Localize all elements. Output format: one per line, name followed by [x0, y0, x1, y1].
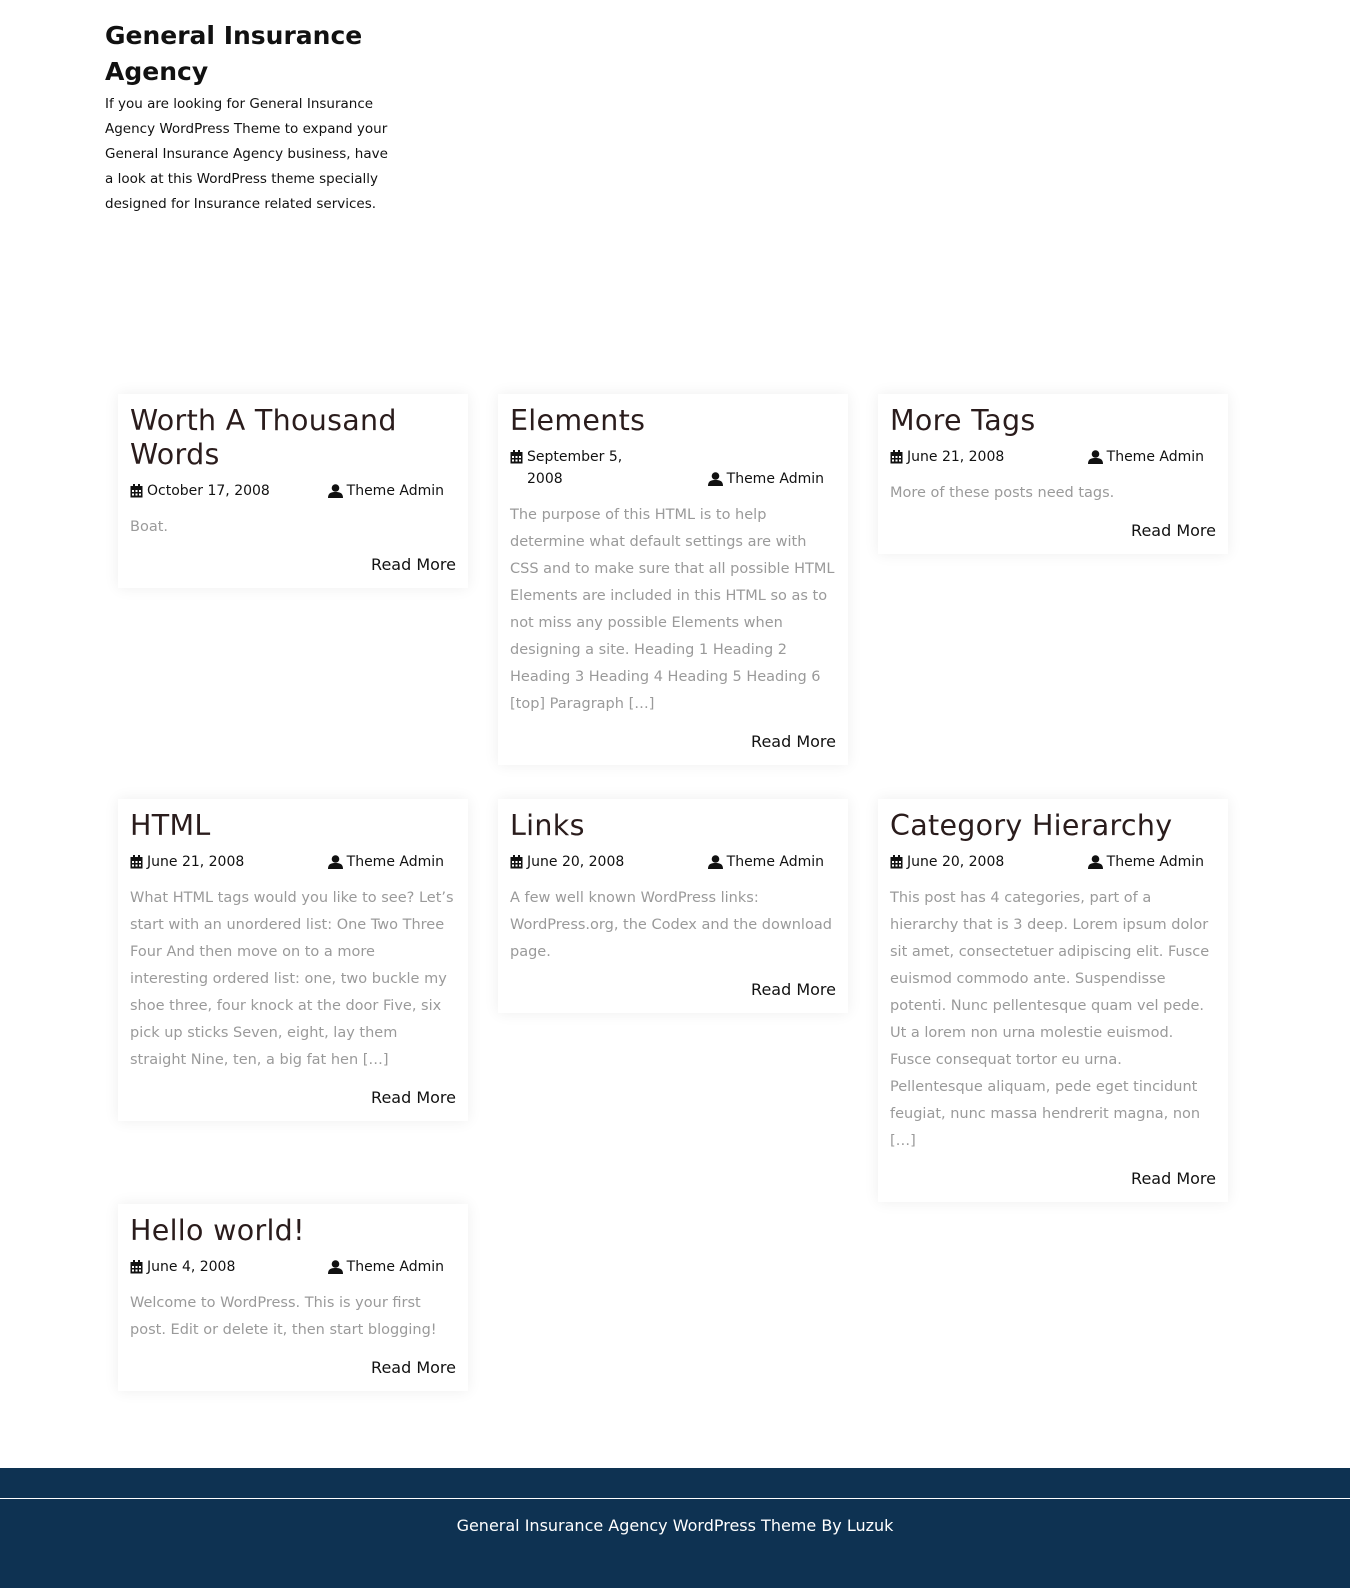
- calendar-icon: [890, 855, 903, 869]
- post-title[interactable]: HTML: [130, 809, 211, 842]
- post-author-text: Theme Admin: [726, 854, 824, 870]
- post-author-text: Theme Admin: [346, 854, 444, 870]
- post-excerpt: This post has 4 categories, part of a hierarchy that is 3 deep. Lorem ipsum dolor sit amet, consectetuer adipiscing elit. Fusce euismod commodo ante. Suspendisse potenti. Nunc pellentesque quam vel pede. Ut a lorem non urna molestie euismod. Fusce consequat tortor eu urna. Pellentesque aliquam, pede eget tincidunt feugiat, nunc massa hendrerit magna, non […]: [890, 890, 1210, 1149]
- post-author[interactable]: [1088, 851, 1204, 873]
- post-card: [878, 394, 1228, 554]
- footer-divider: [0, 1498, 1350, 1499]
- post-date[interactable]: [890, 446, 1004, 468]
- post-excerpt: Welcome to WordPress. This is your first post. Edit or delete it, then start blogging!: [130, 1295, 437, 1338]
- site-header: [105, 18, 395, 217]
- user-icon: [1088, 855, 1103, 869]
- post-title[interactable]: More Tags: [890, 404, 1036, 437]
- calendar-icon: [510, 450, 523, 464]
- read-more-link[interactable]: Read More: [751, 980, 836, 999]
- post-date-text: September 5, 2008: [527, 449, 623, 487]
- post-author-text: Theme Admin: [726, 471, 824, 487]
- post-author[interactable]: [328, 1256, 444, 1278]
- post-title[interactable]: Hello world!: [130, 1214, 305, 1247]
- user-icon: [1088, 450, 1103, 464]
- site-description: If you are looking for General Insurance Agency WordPress Theme to expand your General Insurance Agency business, have a look at this WordPress theme specially designed for Insurance related services.: [105, 96, 388, 212]
- post-card: [118, 1204, 468, 1391]
- post-meta: [510, 446, 836, 490]
- read-more-link[interactable]: Read More: [1131, 1169, 1216, 1188]
- post-excerpt: More of these posts need tags.: [890, 485, 1115, 501]
- post-date[interactable]: [130, 1256, 235, 1278]
- user-icon: [708, 472, 723, 486]
- post-author[interactable]: [328, 480, 444, 502]
- post-meta: [890, 851, 1216, 873]
- post-date[interactable]: [510, 851, 624, 873]
- post-author-text: Theme Admin: [1106, 449, 1204, 465]
- post-meta: [130, 1256, 456, 1278]
- user-icon: [328, 484, 343, 498]
- post-author[interactable]: [1088, 446, 1204, 468]
- post-author[interactable]: [708, 446, 824, 490]
- calendar-icon: [890, 450, 903, 464]
- post-excerpt: A few well known WordPress links: WordPress.org, the Codex and the download page.: [510, 890, 832, 960]
- post-author-text: Theme Admin: [346, 483, 444, 499]
- post-title[interactable]: Worth A Thousand Words: [130, 404, 397, 471]
- post-author[interactable]: [328, 851, 444, 873]
- footer-credit[interactable]: General Insurance Agency WordPress Theme By Luzuk: [456, 1516, 894, 1535]
- post-card: [498, 799, 848, 1013]
- read-more-link[interactable]: Read More: [371, 1088, 456, 1107]
- calendar-icon: [130, 855, 143, 869]
- post-card: [878, 799, 1228, 1202]
- post-title[interactable]: Links: [510, 809, 585, 842]
- site-footer: [0, 1468, 1350, 1588]
- calendar-icon: [130, 484, 143, 498]
- user-icon: [708, 855, 723, 869]
- post-date[interactable]: [510, 446, 640, 490]
- post-meta: [890, 446, 1216, 468]
- read-more-link[interactable]: Read More: [371, 555, 456, 574]
- post-date[interactable]: [130, 851, 244, 873]
- post-card: [118, 799, 468, 1121]
- post-excerpt: What HTML tags would you like to see? Let’s start with an unordered list: One Two Three Four And then move on to a more interesting ordered list: one, two buckle my shoe three, four knock at the door Five, six pick up sticks Seven, eight, lay them straight Nine, ten, a big fat hen […]: [130, 890, 454, 1068]
- user-icon: [328, 1260, 343, 1274]
- read-more-link[interactable]: Read More: [1131, 521, 1216, 540]
- post-card: [118, 394, 468, 588]
- user-icon: [328, 855, 343, 869]
- post-meta: [130, 480, 456, 502]
- calendar-icon: [510, 855, 523, 869]
- post-author-text: Theme Admin: [1106, 854, 1204, 870]
- post-title[interactable]: Elements: [510, 404, 646, 437]
- calendar-icon: [130, 1260, 143, 1274]
- post-author[interactable]: [708, 851, 824, 873]
- post-date[interactable]: [890, 851, 1004, 873]
- post-date-text: June 21, 2008: [907, 449, 1005, 465]
- post-meta: [510, 851, 836, 873]
- post-title[interactable]: Category Hierarchy: [890, 809, 1173, 842]
- site-title[interactable]: General Insurance Agency: [105, 21, 363, 86]
- post-excerpt: The purpose of this HTML is to help determine what default settings are with CSS and to make sure that all possible HTML Elements are included in this HTML so as to not miss any possible Elements when designing a site. Heading 1 Heading 2 Heading 3 Heading 4 Heading 5 Heading 6 [top] Paragraph […]: [510, 507, 835, 712]
- post-date-text: June 20, 2008: [527, 854, 625, 870]
- post-date-text: June 4, 2008: [147, 1259, 236, 1275]
- post-excerpt: Boat.: [130, 519, 168, 535]
- post-author-text: Theme Admin: [346, 1259, 444, 1275]
- post-date-text: June 20, 2008: [907, 854, 1005, 870]
- post-meta: [130, 851, 456, 873]
- read-more-link[interactable]: Read More: [371, 1358, 456, 1377]
- post-date-text: October 17, 2008: [147, 483, 270, 499]
- read-more-link[interactable]: Read More: [751, 732, 836, 751]
- post-date[interactable]: [130, 480, 270, 502]
- post-card: [498, 394, 848, 765]
- post-date-text: June 21, 2008: [147, 854, 245, 870]
